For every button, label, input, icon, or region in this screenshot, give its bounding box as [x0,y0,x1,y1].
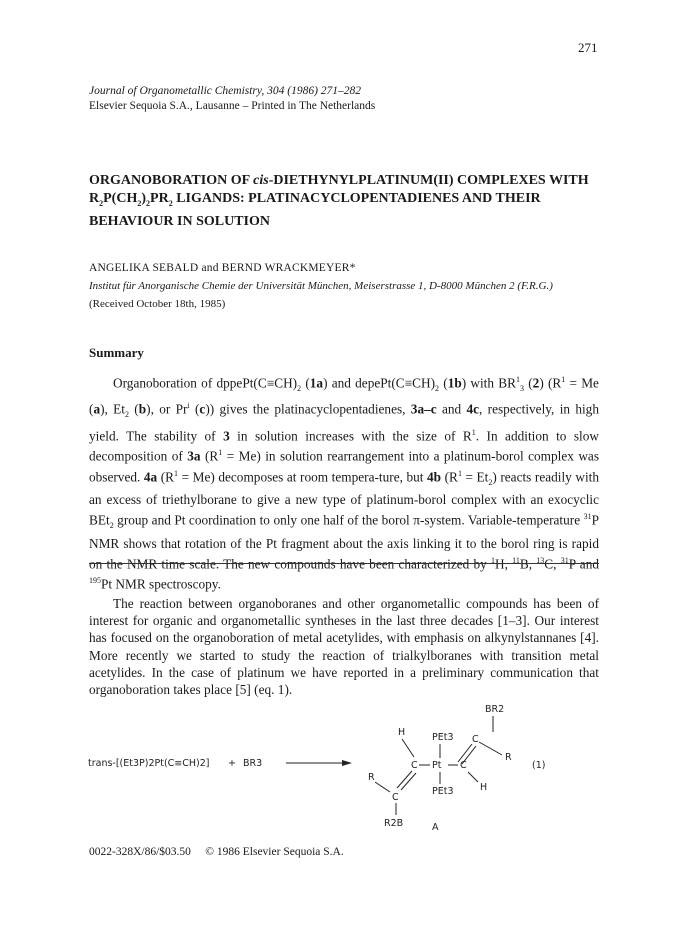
article-title: ORGANOBORATION OF cis-DIETHYNYLPLATINUM(II) COMPLEXES WITH $R_2P(CH_2)_2PR_2$ LIGANDS: PLATINACYCLOPENTADIENES AND THEIR BEHAVIOUR IN SOLUTION [89,173,589,229]
reactant-formula: trans-[(Et3P)2Pt(C≡CH)2] [88,758,210,769]
product-label: A [432,822,439,833]
label-h-left: H [398,727,406,738]
summary-heading: Summary [89,345,144,360]
bond-c-r [479,742,502,755]
reaction-scheme [80,700,600,835]
journal-citation: Journal of Organometallic Chemistry, 304 (1986) 271–282 [89,85,362,97]
plus-sign: + [228,758,236,769]
atom-c3: C [392,792,399,803]
affiliation: Institut für Anorganische Chemie der Universität München, Meiserstrasse 1, D-8000 München 2 (F.R.G.) [89,280,553,292]
atom-pt: Pt [432,760,442,771]
label-r-left: R [368,772,375,783]
atom-c2: C [460,760,467,771]
label-pet3-top: PEt3 [432,732,454,743]
section-divider [89,563,599,564]
intro-paragraph: The reaction between organoboranes and other organometallic compounds has been of interest for organic and organometallic syntheses in the last three decades [1–3]. Our interest has focused on the organoboration of metal acetylides, with emphasis on alkynylstannanes [4]. More recently we started to study the reaction of trialkylboranes with transition metal acetylides. In the case of platinum we have reported in a preliminary communication that organoboration takes place [5] (eq. 1). [89,596,599,698]
page-number: 271 [578,40,598,55]
atom-c4: C [472,734,479,745]
atom-c1: C [411,760,418,771]
label-r-right: R [505,752,512,763]
bond-c-h [468,772,478,782]
reagent-formula: BR3 [243,758,263,769]
label-pet3-bottom: PEt3 [432,786,454,797]
bond-h-c [402,739,414,757]
copyright-footer: 0022-328X/86/$03.50 © 1986 Elsevier Sequoia S.A. [89,846,344,858]
received-date: (Received October 18th, 1985) [89,298,226,310]
bond-r-c [375,782,390,792]
arrowhead [342,760,352,766]
authors: ANGELIKA SEBALD and BERND WRACKMEYER* [89,262,356,274]
label-br2: BR2 [485,704,505,715]
equation-number: (1) [532,760,546,771]
summary-paragraph: Organoboration of $dppePt(C\equiv CH)_2$ (1a) and $depePt(C\equiv CH)_2$ (1b) with $BR^1_3$ (2) ($R^1 = Me$ (a), $Et_2$ (b), or Pr$^i$ (c)) gives the platinacyclopentadienes, 3a–c and 4c, respectively, in high yield. The stability of 3 in solution increases with the size of $R^1$. In addition to slow decomposition of 3a $(R^1 = Me)$ in solution rearrangement into a platinum-borol complex was observed. 4a $(R^1 = Me)$ decomposes at room tempera-ture, but 4b $(R^1 = Et_2)$ reacts readily with an excess of triethylborane to give a new type of platinum-borol complex with an exocyclic BEt$_2$ group and Pt coordination to only one half of the borol π-system. Variable-temperature $^{31}$P NMR shows that rotation of the Pt fragment about the axis linking it to the borol ring is rapid on the NMR time scale. The new compounds have been characterized by $^1$H, $^{11}$B, $^{13}$C, $^{31}$P and $^{195}$Pt NMR spectroscopy. [89,375,600,592]
publisher-line: Elsevier Sequoia S.A., Lausanne – Printed in The Netherlands [89,100,376,112]
label-r2b: R2B [384,818,404,829]
label-h-right: H [480,782,488,793]
